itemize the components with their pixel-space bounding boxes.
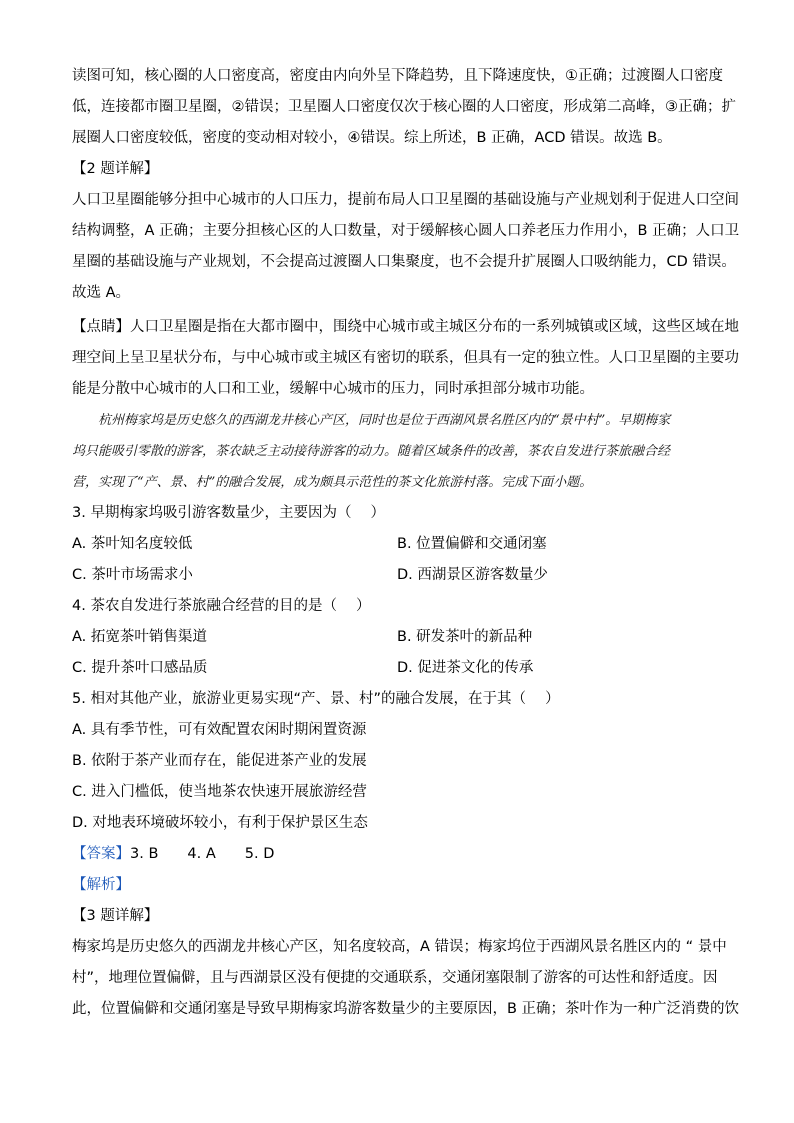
answer-label: 【答案】 [72,846,130,862]
question-5-option-a: A. 具有季节性，可有效配置农闲时期闲置资源 [72,722,367,738]
q3-header: 【3 题详解】 [72,908,159,924]
tip-section [72,312,739,405]
question-5-stem: 5. 相对其他产业，旅游业更易实现“产、景、村”的融合发展，在于其（ ） [72,691,560,707]
question-3-option-b: B. 位置偏僻和交通闭塞 [397,536,547,552]
text-line: 星圈的基础设施与产业规划，不会提高过渡圈人口集聚度，也不会提升扩展圈人口吸纳能力，CD 错误。 [72,254,736,270]
q3-detail [72,932,740,1025]
tip-text: 人口卫星圈是指在大都市圈中，围绕中心城市或主城区分布的一系列城镇或区域，这些区域在地 [130,319,739,335]
text-line [72,312,739,343]
analysis-label: 【解析】 [72,877,130,893]
text-line: 读图可知，核心圈的人口密度高，密度由内向外呈下降趋势，且下降速度快，①正确；过渡圈人口密度 [72,68,723,84]
text-line: 村”，地理位置偏僻，且与西湖景区没有便捷的交通联系，交通闭塞限制了游客的可达性和舒适度。因 [72,970,718,986]
text-line: 理空间上呈卫星状分布，与中心城市或主城区有密切的联系，但具有一定的独立性。人口卫星圈的主要功 [72,350,739,366]
q2-detail [72,185,740,309]
question-4-option-c: C. 提升茶叶口感品质 [72,660,208,676]
question-5-option-b: B. 依附于茶产业而存在，能促进茶产业的发展 [72,753,367,769]
question-5-option-d: D. 对地表环境破坏较小，有利于保护景区生态 [72,815,368,831]
text-line: 低，连接都市圈卫星圈，②错误；卫星圈人口密度仅次于核心圈的人口密度，形成第二高峰，③正确；扩 [72,99,736,115]
question-4-option-a: A. 拓宽茶叶销售渠道 [72,629,207,645]
question-3-option-a: A. 茶叶知名度较低 [72,536,193,552]
text-line: 梅家坞是历史悠久的西湖龙井核心产区，知名度较高，A 错误；梅家坞位于西湖风景名胜区内的 “ 景中 [72,939,727,955]
q2-header: 【2 题详解】 [72,161,159,177]
question-4-option-d: D. 促进茶文化的传承 [397,660,534,676]
question-3-stem: 3. 早期梅家坞吸引游客数量少，主要因为（ ） [72,505,386,521]
question-3-option-c: C. 茶叶市场需求小 [72,567,193,583]
text-line: 人口卫星圈能够分担中心城市的人口压力，提前布局人口卫星圈的基础设施与产业规划利于促进人口空间 [72,192,739,208]
question-4-option-b: B. 研发茶叶的新品种 [397,629,533,645]
intro-analysis [72,61,736,154]
reading-material [72,405,724,498]
text-line: 此，位置偏僻和交通闭塞是导致早期梅家坞游客数量少的主要原因，B 正确；茶叶作为一种广泛消费的饮 [72,1001,740,1017]
text-line: 结构调整，A 正确；主要分担核心区的人口数量，对于缓解核心圆人口养老压力作用小，B 正确；人口卫 [72,223,740,239]
answer-line [72,839,274,870]
text-line: 坞只能吸引零散的游客，茶农缺乏主动接待游客的动力。随着区域条件的改善，茶农自发进行茶旅融合经 [72,444,671,459]
text-line: 杭州梅家坞是历史悠久的西湖龙井核心产区，同时也是位于西湖风景名胜区内的“景中村”。早期梅家 [72,413,671,428]
question-4-stem: 4. 茶农自发进行茶旅融合经营的目的是（ ） [72,598,371,614]
question-5-option-c: C. 进入门槛低，使当地茶农快速开展旅游经营 [72,784,367,800]
text-line: 能是分散中心城市的人口和工业，缓解中心城市的压力，同时承担部分城市功能。 [72,381,594,397]
answer-values: 3. B 4. A 5. D [130,846,275,862]
tip-label: 【点睛】 [72,319,130,335]
text-line: 故选 A。 [72,285,131,301]
text-line: 展圈人口密度较低，密度的变动相对较小，④错误。综上所述，B 正确，ACD 错误。故选 B。 [72,130,672,146]
question-3-option-d: D. 西湖景区游客数量少 [397,567,548,583]
text-line: 营，实现了“产、景、村”的融合发展，成为颇具示范性的茶文化旅游村落。完成下面小题。 [72,475,593,490]
